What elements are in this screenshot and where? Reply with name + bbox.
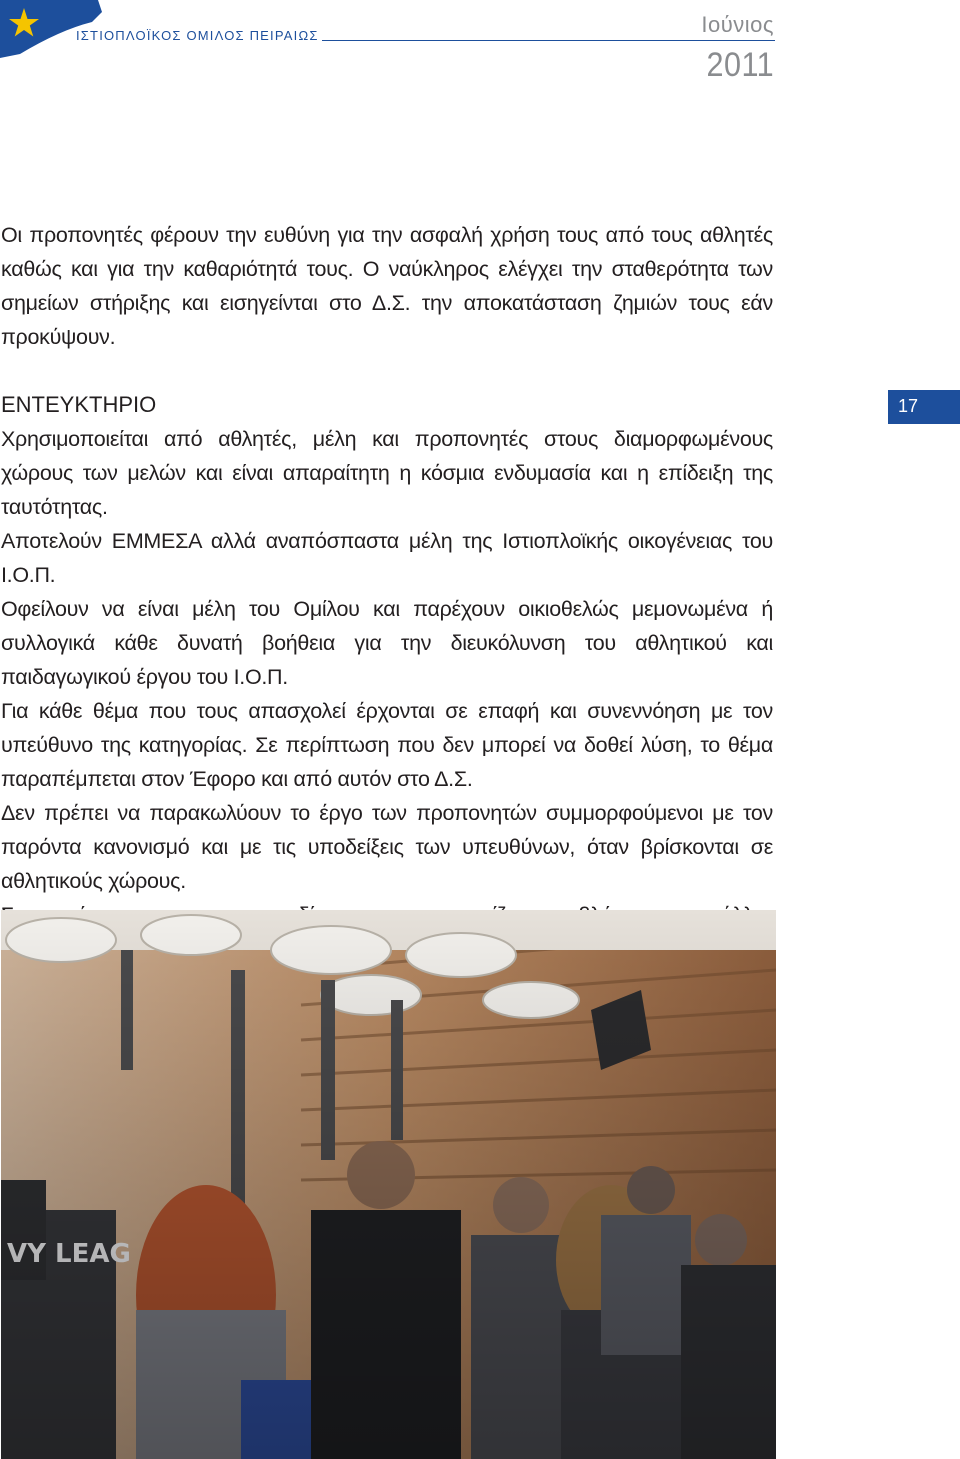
page-number: 17 — [898, 396, 919, 416]
header-rule — [322, 40, 775, 41]
issue-year: 2011 — [706, 46, 774, 84]
issue-month: Ιούνιος — [701, 12, 774, 37]
clubhouse-photo — [1, 910, 776, 1459]
organization-name: ΙΣΤΙΟΠΛΟΪΚΟΣ ΟΜΙΛΟΣ ΠΕΙΡΑΙΩΣ — [76, 28, 319, 43]
paragraph: Για κάθε θέμα που τους απασχολεί έρχονται σε επαφή και συνεννόηση με τον υπεύθυνο της κατηγορίας. Σε περίπτωση που δεν μπορεί να δοθεί λύση, το θέμα παραπέμπεται στον Έφορο και από αυτόν στο Δ.Σ. — [1, 699, 773, 791]
page-number-tab — [888, 390, 960, 424]
intro-paragraph: Οι προπονητές φέρουν την ευθύνη για την ασφαλή χρήση τους από τους αθλητές καθώς και για την καθαριότητά τους. Ο ναύκληρος ελέγχει την σταθερότητα των σημείων στήριξης και εισηγείνται στο Δ.Σ. την αποκατάσταση ζημιών τους εάν προκύψουν. — [1, 223, 773, 349]
paragraph: Αποτελούν ΕΜΜΕΣΑ αλλά αναπόσπαστα μέλη της Ιστιοπλοϊκής οικογένειας του Ι.Ο.Π. — [1, 529, 773, 587]
paragraph: Χρησιμοποιείται από αθλητές, μέλη και προπονητές στους διαμορφωμένους χώρους των μελών και είναι απαραίτητη η κόσμια ενδυμασία και η επίδειξη της ταυτότητας. — [1, 427, 773, 519]
section-title: ΕΝΤΕΥΚΤΗΡΙΟ — [1, 392, 157, 417]
paragraph: Οφείλουν να είναι μέλη του Ομίλου και παρέχουν οικιοθελώς μεμονωμένα ή συλλογικά κάθε δυνατή βοήθεια για την διευκόλυνση του αθλητικού και παιδαγωγικού έργου του Ι.Ο.Π. — [1, 597, 773, 689]
paragraph: Δεν πρέπει να παρακωλύουν το έργο των προπονητών συμμορφούμενοι με τον παρόντα κανονισμό και με τις υποδείξεις των υπευθύνων, όταν βρίσκονται σε αθλητικούς χώρους. — [1, 801, 773, 893]
